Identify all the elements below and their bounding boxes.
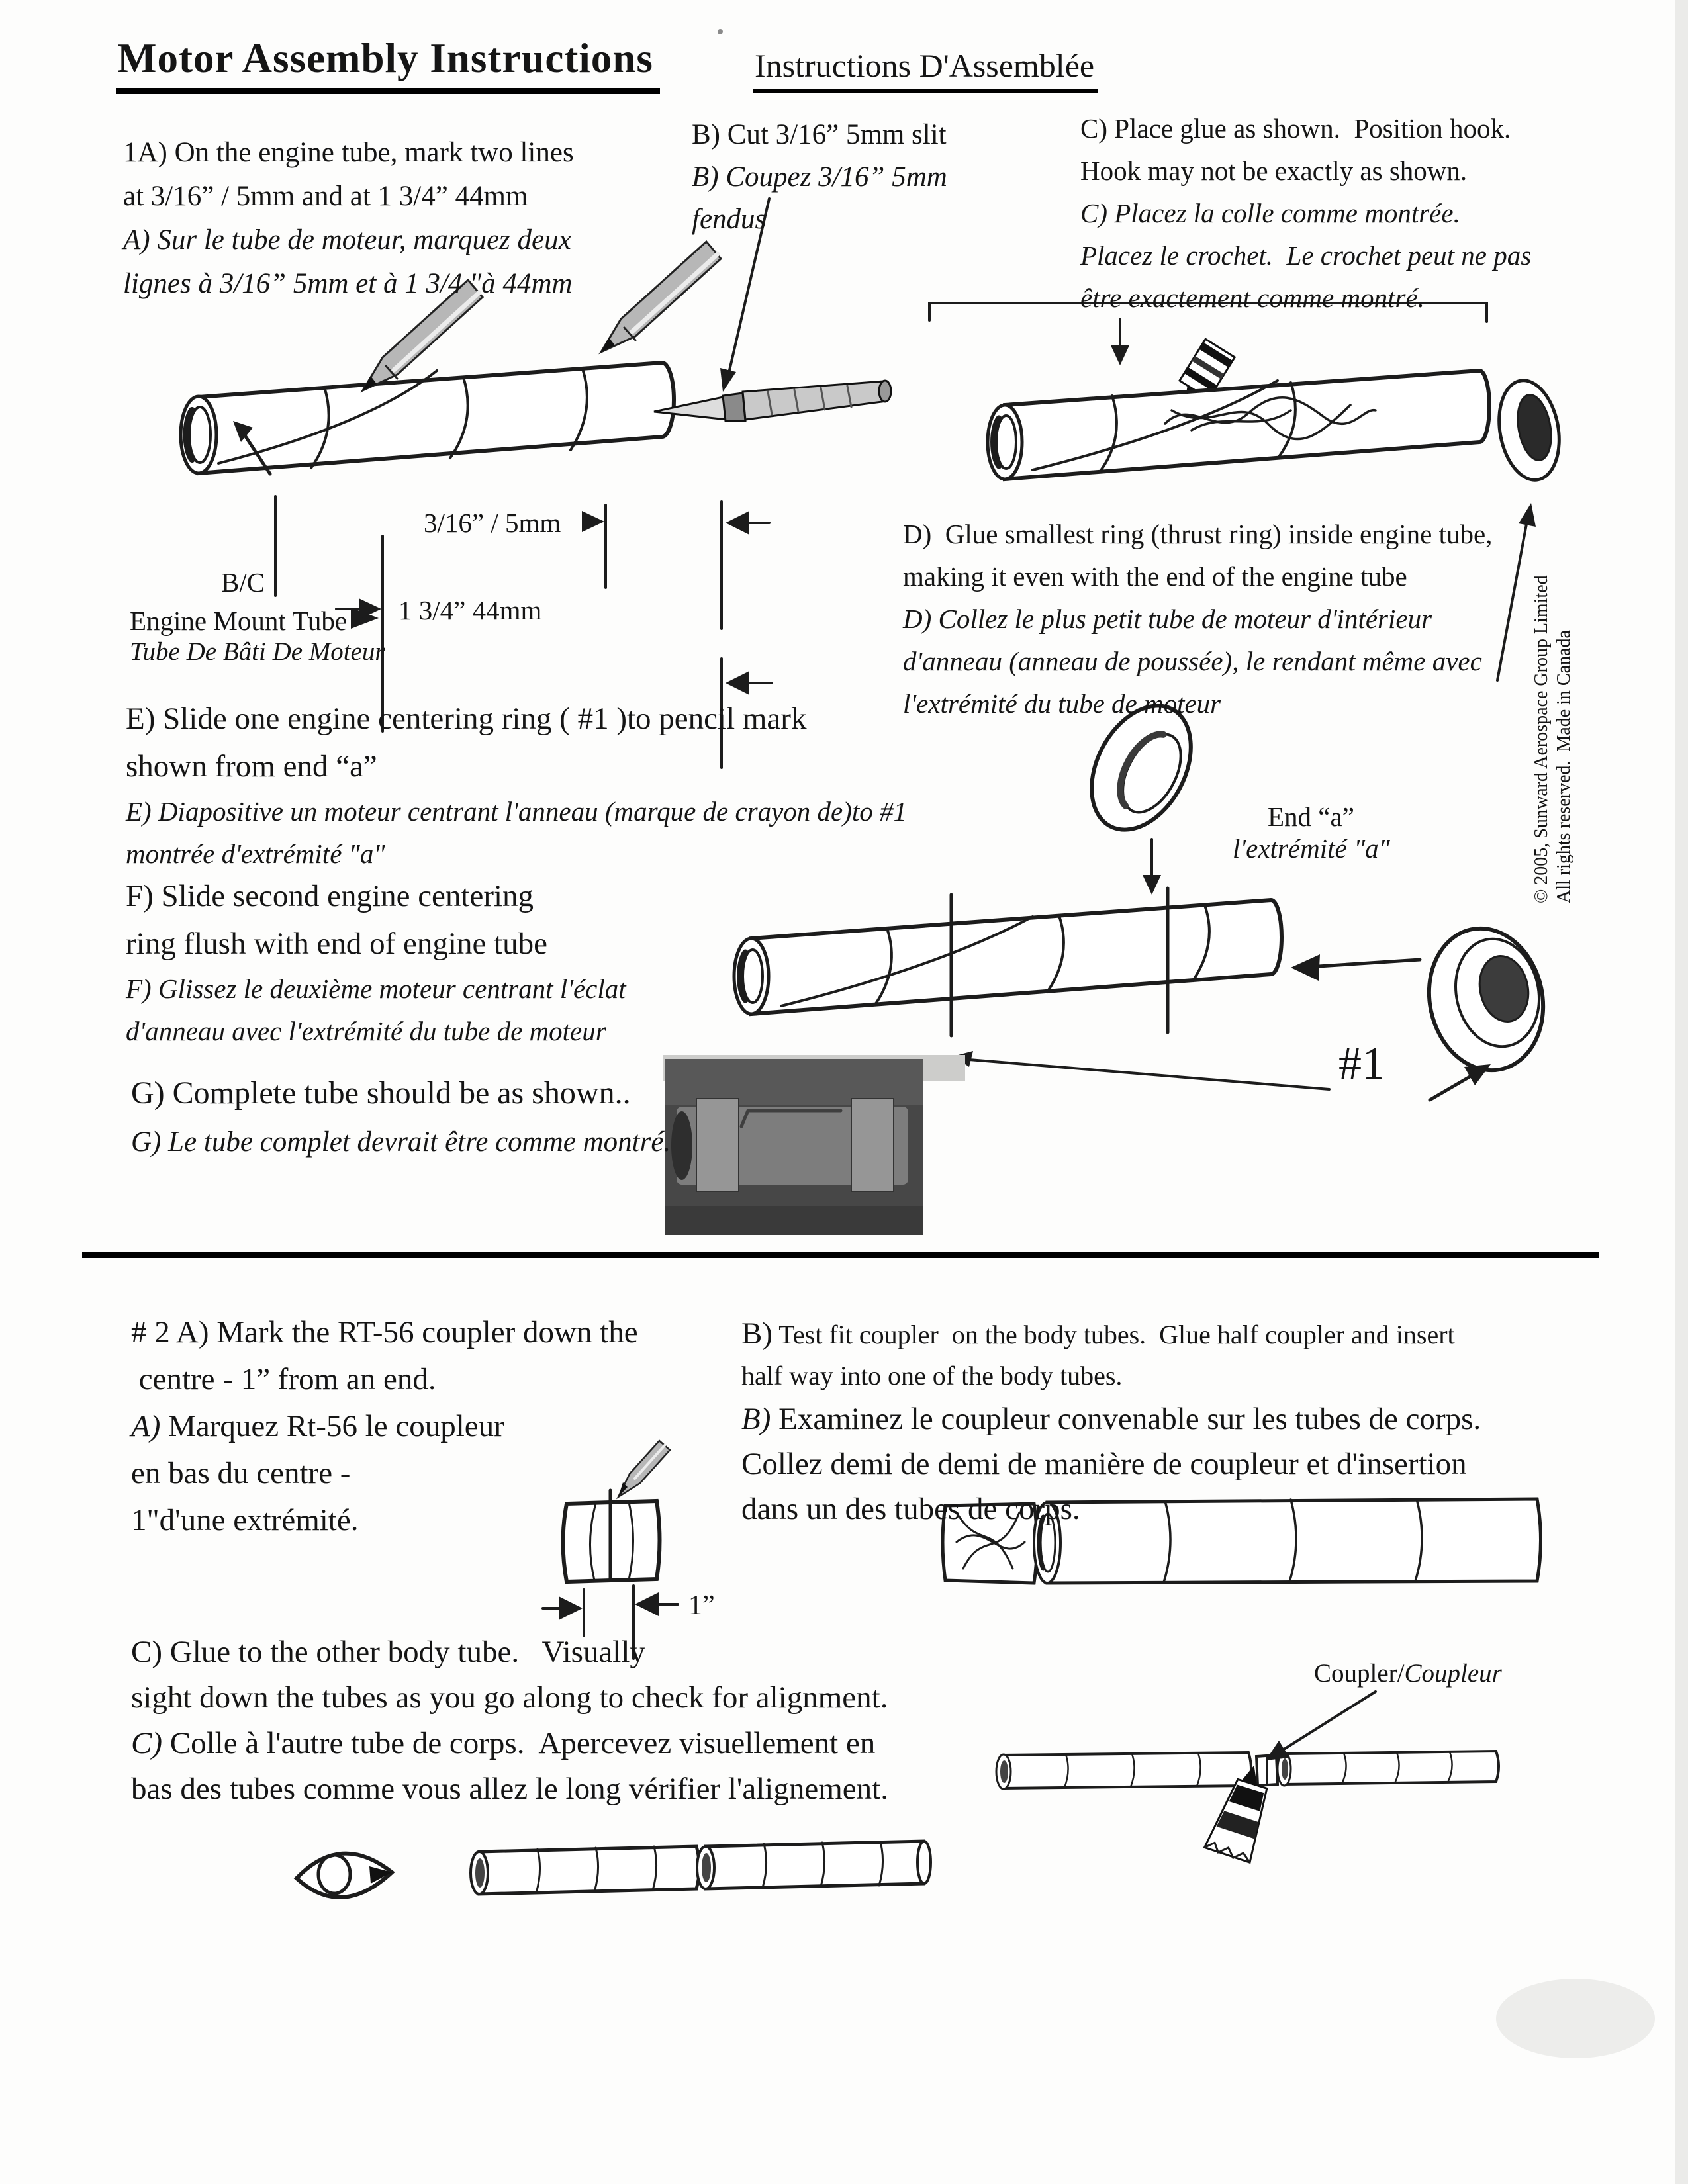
step-d-line-fr: D) Collez le plus petit tube de moteur d'intérieur [903,604,1432,634]
step-2a-line: centre - 1” from an end. [131,1362,436,1396]
step-2a-line-rest: Marquez Rt-56 le coupleur [160,1409,504,1443]
sighting-drawing [297,1841,931,1897]
bc-label: B/C [221,567,265,598]
step-d-line: D) Glue smallest ring (thrust ring) inside engine tube, [903,519,1493,549]
engine-mount-tube-label: Engine Mount Tube [130,606,348,636]
page-title-french: Instructions D'Assemblée [753,46,1098,93]
step-2a-line: # 2 A) Mark the RT-56 coupler down the [131,1315,638,1349]
step-f-line: F) Slide second engine centering [126,879,534,913]
step-2b-line-rest: Examinez le coupleur convenable sur les tubes de corps. [771,1402,1481,1436]
step-2c-line-fr: bas des tubes comme vous allez le long vérifier l'alignement. [131,1772,888,1806]
step-2b-line-fr [741,1396,1481,1441]
dimension-label-1-34: 1 3/4” 44mm [399,595,542,625]
step-2a-line-fr: en bas du centre - [131,1456,351,1490]
ring1-arrow [1430,1064,1491,1100]
step-b-text [692,114,947,241]
end-a-label: End “a” [1268,801,1354,832]
step-c-line-fr: être exactement comme montré. [1080,283,1425,313]
step-2c-line-rest: Colle à l'autre tube de corps. Apercevez visuellement en [162,1726,876,1760]
step-1a-line: at 3/16” / 5mm and at 1 3/4” 44mm [123,181,528,212]
step-b-line-fr: fendus [692,204,767,235]
step-c-line: Hook may not be exactly as shown. [1080,156,1468,186]
step-2b-line: half way into one of the body tubes. [741,1361,1123,1390]
step-d-line: making it even with the end of the engine tube [903,561,1407,592]
step-1a-line: 1A) On the engine tube, mark two lines [123,137,574,168]
step-1a-line-fr: A) Sur le tube de moteur, marquez deux [123,224,571,255]
dimension-label-3-16: 3/16” / 5mm [424,508,561,538]
step-e-line: shown from end “a” [126,749,377,784]
section-divider [82,1252,1599,1258]
step-f-line-fr: F) Glissez le deuxième moteur centrant l'éclat [126,974,626,1004]
copyright-notice [1530,559,1575,903]
step-1a-text [123,131,574,306]
step-b-line: B) Cut 3/16” 5mm slit [692,119,947,150]
end-a-label-fr: l'extrémité "a" [1233,833,1390,864]
step-2c-line: sight down the tubes as you go along to check for alignment. [131,1680,888,1715]
step-2b-line-fr: Collez demi de demi de manière de coupleur et d'insertion [741,1447,1467,1481]
step-g-line-fr: G) Le tube complet devrait être comme montré. [131,1126,671,1158]
down-arrow [1111,319,1129,365]
step-2b-line-rest: Test fit coupler on the body tubes. Glue half coupler and insert [773,1320,1455,1349]
step-f-line-fr: d'anneau avec l'extrémité du tube de moteur [126,1016,606,1046]
step-2b-text [741,1313,1481,1531]
step-d-line-fr: d'anneau (anneau de poussée), le rendant même avec [903,646,1482,676]
step-2a-text [131,1309,638,1544]
engine-mount-tube-label-fr: Tube De Bâti De Moteur [130,637,385,666]
step-d-line-fr: l'extrémité du tube de moteur [903,688,1221,719]
step-c-line: C) Place glue as shown. Position hook. [1080,113,1511,144]
slide-left-arrow [1291,954,1420,981]
step-d-text [903,513,1492,725]
one-inch-label: 1” [688,1590,715,1621]
step-e-line-fr: E) Diapositive un moteur centrant l'anneau (marque de crayon de)to #1 [126,796,908,827]
page-title: Motor Assembly Instructions [116,34,660,94]
step-2b-line [741,1313,1481,1355]
scan-edge-shadow [1675,0,1688,2184]
step-e-line-fr: montrée d'extrémité "a" [126,839,385,869]
step-2c-line-fr [131,1721,888,1766]
step-2c-text [131,1629,888,1812]
coupler-label-en: Coupler/ [1314,1659,1405,1688]
step-c-line-fr: Placez le crochet. Le crochet peut ne pas [1080,240,1532,271]
step-f-line: ring flush with end of engine tube [126,927,547,961]
scan-speck [718,29,723,34]
pencil-icon [601,242,721,352]
step-2a-line-fr: 1"d'une extrémité. [131,1503,359,1537]
copyright-line: All rights reserved. Made in Canada [1554,630,1574,903]
ring1-leader [953,1051,1329,1089]
step-2a-line-fr [131,1403,638,1450]
step-e-text [126,695,907,875]
completed-tube-photo [663,1055,965,1235]
coupler-label-fr: Coupleur [1404,1659,1502,1688]
step-letter: B) [741,1402,771,1436]
scan-smudge [1496,1979,1655,2058]
hobby-knife-icon [654,381,891,421]
step-c-line-fr: C) Placez la colle comme montrée. [1080,198,1460,228]
step-g-line: G) Complete tube should be as shown.. [131,1075,631,1111]
step-c-text [1080,107,1531,319]
step-e-line: E) Slide one engine centering ring ( #1 )to pencil mark [126,702,807,736]
step-letter: C) [131,1726,162,1760]
step-letter: A) [131,1409,161,1443]
centering-ring-2-icon [1416,918,1556,1081]
coupler-leader-arrow [1266,1692,1376,1760]
tube-alignment-drawing [996,1692,1499,1864]
ring-number-label: #1 [1338,1038,1385,1089]
step-g-text [131,1069,671,1167]
step-b-line-fr: B) Coupez 3/16” 5mm [692,161,947,193]
step-f-text [126,872,626,1052]
copyright-line: © 2005, Sunward Aerospace Group Limited [1531,575,1552,903]
thrust-ring-icon [1491,376,1566,485]
step-1a-line-fr: lignes à 3/16” 5mm et à 1 3/4 "à 44mm [123,268,573,299]
step-letter: B) [741,1316,773,1351]
ring-down-arrow [1143,839,1161,895]
step-2b-line-fr: dans un des tubes de corps. [741,1492,1080,1526]
coupler-label [1314,1659,1502,1688]
step-2c-line: C) Glue to the other body tube. Visually [131,1635,645,1669]
